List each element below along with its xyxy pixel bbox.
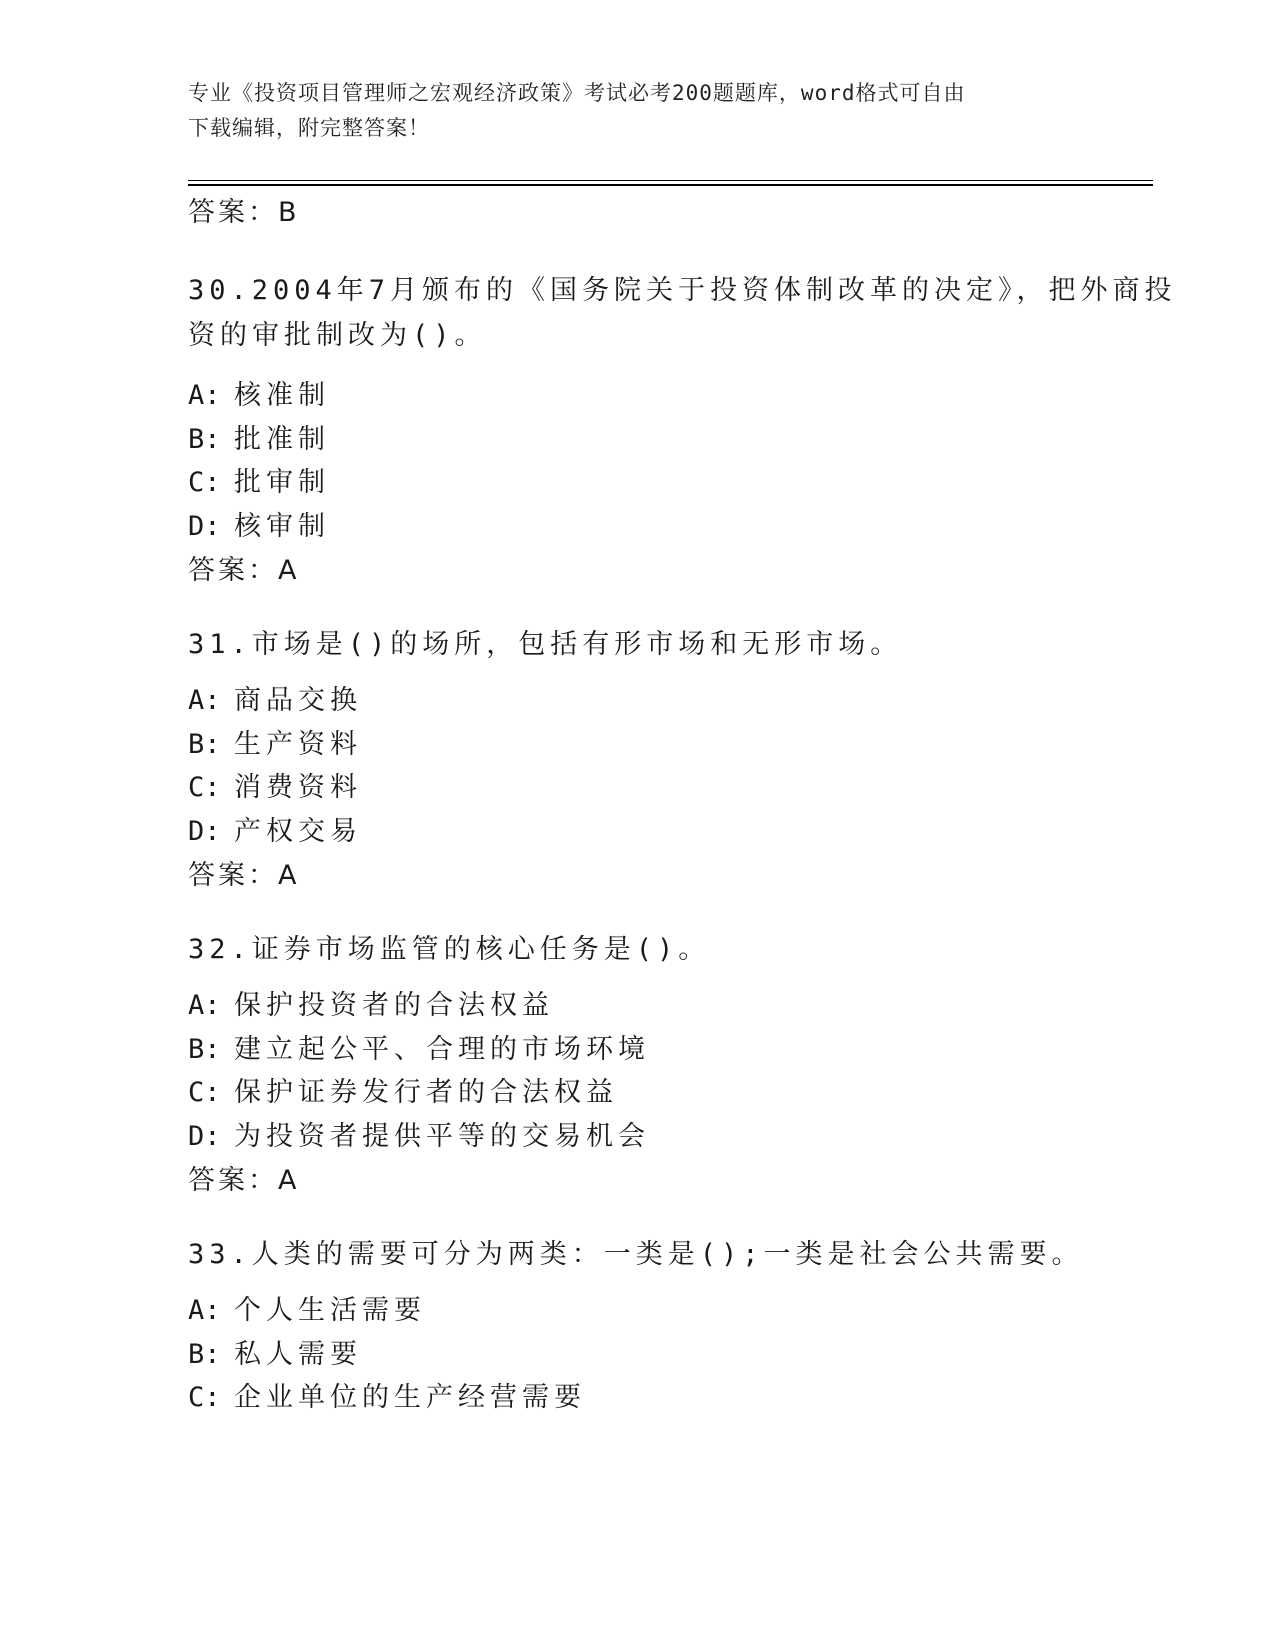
option-text: 保护证券发行者的合法权益 (234, 1077, 618, 1108)
option-text: 批准制 (234, 424, 330, 455)
header-line-2: 下载编辑，附完整答案！ (188, 116, 430, 140)
option-letter: C: (188, 1382, 221, 1413)
option-text: 生产资料 (234, 729, 362, 760)
question-stem-line: 30.2004年7月颁布的《国务院关于投资体制改革的决定》，把外商投 (188, 275, 1177, 306)
option-text: 消费资料 (234, 772, 362, 803)
question-stem (188, 927, 710, 972)
option-letter: D: (188, 1121, 221, 1152)
option-item (188, 504, 330, 543)
option-letter: A: (188, 990, 221, 1021)
option-letter: D: (188, 816, 221, 847)
option-text: 为投资者提供平等的交易机会 (234, 1121, 650, 1152)
option-text: 核准制 (234, 380, 330, 411)
option-item (188, 765, 362, 804)
option-letter: A: (188, 1295, 221, 1326)
question-stem (188, 268, 1177, 358)
option-text: 保护投资者的合法权益 (234, 990, 554, 1021)
option-item (188, 373, 330, 412)
option-letter: B: (188, 1034, 221, 1065)
option-item (188, 1375, 586, 1414)
option-item (188, 1332, 362, 1371)
option-letter: A: (188, 380, 221, 411)
option-item (188, 809, 362, 848)
option-text: 产权交易 (234, 816, 362, 847)
option-letter: D: (188, 511, 221, 542)
question-stem (188, 1232, 1084, 1277)
option-text: 建立起公平、合理的市场环境 (234, 1034, 650, 1065)
option-letter: B: (188, 729, 221, 760)
option-item (188, 1070, 618, 1109)
option-text: 商品交换 (234, 685, 362, 716)
option-item (188, 1288, 426, 1327)
question-stem-line: 32.证券市场监管的核心任务是()。 (188, 934, 711, 965)
option-item (188, 417, 330, 456)
document-header (188, 76, 1088, 146)
option-text: 个人生活需要 (234, 1295, 426, 1326)
question-stem-line: 33.人类的需要可分为两类：一类是();一类是社会公共需要。 (188, 1239, 1084, 1270)
header-divider-thick (188, 184, 1153, 186)
option-text: 核审制 (234, 511, 330, 542)
answer-line: 答案：A (188, 1165, 300, 1196)
question-stem-line: 资的审批制改为()。 (188, 320, 487, 351)
question-stem (188, 622, 902, 667)
option-letter: A: (188, 685, 221, 716)
header-divider-thin (188, 180, 1153, 181)
answer-line: 答案：A (188, 860, 300, 891)
option-item (188, 722, 362, 761)
option-letter: C: (188, 467, 221, 498)
option-text: 企业单位的生产经营需要 (234, 1382, 586, 1413)
option-item (188, 1027, 650, 1066)
option-letter: B: (188, 424, 221, 455)
answer-line: 答案：B (188, 197, 300, 228)
option-letter: C: (188, 1077, 221, 1108)
option-item (188, 1114, 650, 1153)
option-text: 私人需要 (234, 1339, 362, 1370)
answer-line: 答案：A (188, 555, 300, 586)
option-letter: C: (188, 772, 221, 803)
question-stem-line: 31.市场是()的场所，包括有形市场和无形市场。 (188, 629, 903, 660)
option-item (188, 983, 554, 1022)
option-item (188, 460, 330, 499)
header-line-1: 专业《投资项目管理师之宏观经济政策》考试必考200题题库，word格式可自由 (188, 81, 966, 105)
option-text: 批审制 (234, 467, 330, 498)
option-letter: B: (188, 1339, 221, 1370)
option-item (188, 678, 362, 717)
